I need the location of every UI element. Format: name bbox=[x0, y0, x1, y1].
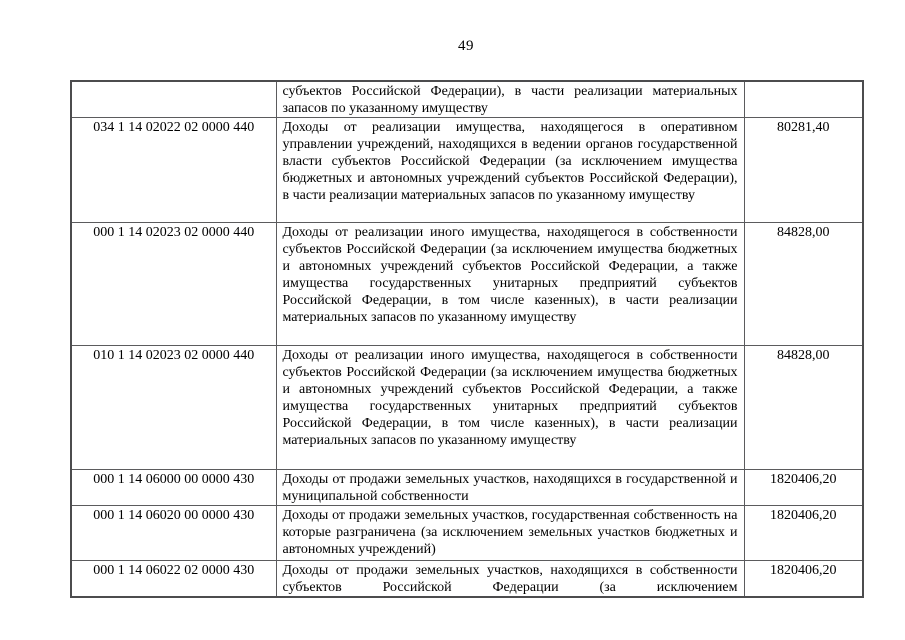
table-row bbox=[71, 470, 863, 506]
description-cell: Доходы от реализации имущества, находящегося в оперативном управлении учреждений, находящихся в ведении органов государственной власти субъектов Российской Федерации (за исключением имущества бюджетных и автономных учреждений субъектов Российской Федерации), в части реализации материальных запасов по указанному имуществу bbox=[276, 118, 744, 223]
description-cell: субъектов Российской Федерации), в части реализации материальных запасов по указанному имуществу bbox=[276, 81, 744, 118]
amount-cell: 1820406,20 bbox=[744, 470, 863, 506]
amount-cell: 1820406,20 bbox=[744, 506, 863, 561]
table-row bbox=[71, 223, 863, 346]
budget-revenue-table bbox=[70, 80, 864, 598]
table-row bbox=[71, 561, 863, 598]
amount-cell: 1820406,20 bbox=[744, 561, 863, 598]
budget-code-cell: 000 1 14 06000 00 0000 430 bbox=[71, 470, 276, 506]
description-cell: Доходы от продажи земельных участков, государственная собственность на которые разграничена (за исключением земельных участков бюджетных и автономных учреждений) bbox=[276, 506, 744, 561]
amount-cell: 84828,00 bbox=[744, 346, 863, 470]
budget-code-cell: 010 1 14 02023 02 0000 440 bbox=[71, 346, 276, 470]
amount-cell bbox=[744, 81, 863, 118]
table-row bbox=[71, 346, 863, 470]
budget-code-cell: 000 1 14 06022 02 0000 430 bbox=[71, 561, 276, 598]
budget-code-cell: 034 1 14 02022 02 0000 440 bbox=[71, 118, 276, 223]
table-row bbox=[71, 118, 863, 223]
table-row bbox=[71, 506, 863, 561]
description-cell: Доходы от продажи земельных участков, находящихся в собственности субъектов Российской Федерации (за исключением bbox=[276, 561, 744, 598]
amount-cell: 84828,00 bbox=[744, 223, 863, 346]
budget-code-cell: 000 1 14 02023 02 0000 440 bbox=[71, 223, 276, 346]
page-number: 49 bbox=[458, 38, 474, 54]
amount-cell: 80281,40 bbox=[744, 118, 863, 223]
budget-code-cell: 000 1 14 06020 00 0000 430 bbox=[71, 506, 276, 561]
table-row bbox=[71, 81, 863, 118]
budget-code-cell bbox=[71, 81, 276, 118]
description-cell: Доходы от реализации иного имущества, находящегося в собственности субъектов Российской Федерации (за исключением имущества бюджетных и автономных учреждений субъектов Российской Федерации, а также имущества государственных унитарных предприятий субъектов Российской Федерации, в том числе казенных), в части реализации материальных запасов по указанному имуществу bbox=[276, 346, 744, 470]
description-cell: Доходы от продажи земельных участков, находящихся в государственной и муниципальной собственности bbox=[276, 470, 744, 506]
description-cell: Доходы от реализации иного имущества, находящегося в собственности субъектов Российской Федерации (за исключением имущества бюджетных и автономных учреждений субъектов Российской Федерации, а также имущества государственных унитарных предприятий субъектов Российской Федерации, в том числе казенных), в части реализации материальных запасов по указанному имуществу bbox=[276, 223, 744, 346]
